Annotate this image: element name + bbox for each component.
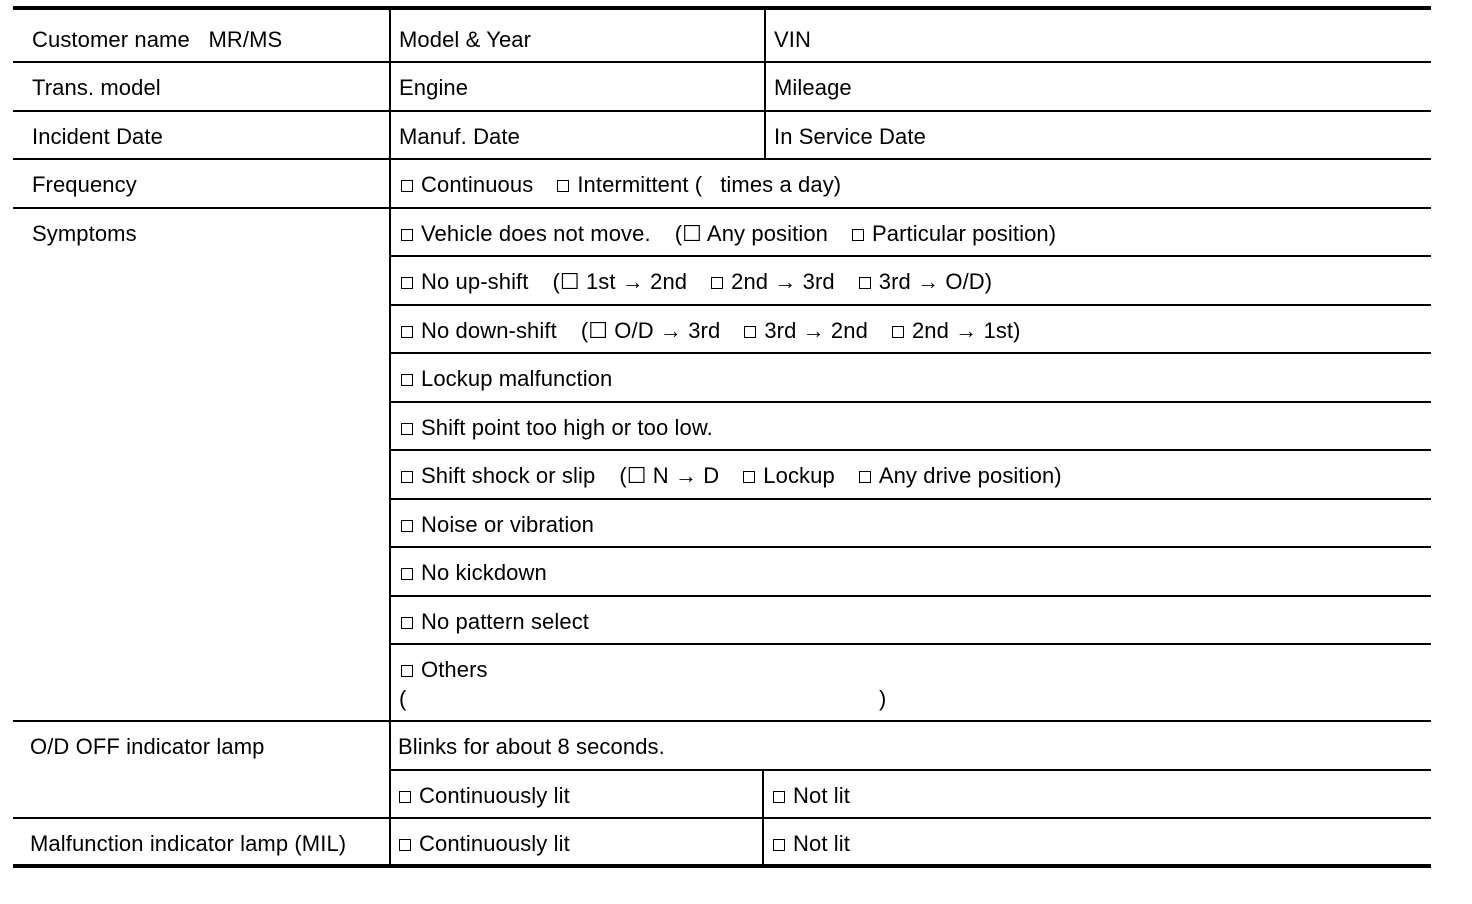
row-divider <box>390 769 1431 771</box>
no-downshift-checkbox[interactable] <box>401 326 413 338</box>
downshift-2-1-label: 2nd → 1st) <box>911 318 1021 343</box>
incident-date-label: Incident Date <box>32 124 163 149</box>
mil-not-lit-checkbox[interactable] <box>773 839 785 851</box>
others-checkbox[interactable] <box>401 665 413 677</box>
model-year-label: Model & Year <box>399 27 532 52</box>
manuf-date-label: Manuf. Date <box>399 124 520 149</box>
row-divider <box>390 546 1431 548</box>
downshift-3-2-label: 3rd → 2nd <box>764 318 868 343</box>
engine-label: Engine <box>399 75 469 100</box>
no-downshift-label: No down-shift <box>421 318 557 343</box>
mil-not-lit-label: Not lit <box>793 831 850 856</box>
shock-any-drive-checkbox[interactable] <box>859 471 871 483</box>
shift-shock-label: Shift shock or slip <box>421 463 596 488</box>
lockup-malfunction-checkbox[interactable] <box>401 374 413 386</box>
row-divider <box>13 61 1431 63</box>
downshift-3-2-checkbox[interactable] <box>744 326 756 338</box>
downshift-od-3-option[interactable]: (☐ O/D → 3rd <box>580 318 721 343</box>
od-off-not-lit-label: Not lit <box>793 783 850 808</box>
others-label: Others <box>421 657 488 682</box>
mil-label: Malfunction indicator lamp (MIL) <box>30 831 347 856</box>
no-upshift-label: No up-shift <box>421 269 529 294</box>
mil-not-lit <box>773 831 850 857</box>
symptom-shift-point <box>401 415 713 441</box>
row-divider <box>13 207 1431 209</box>
others-close-paren: ) <box>879 686 887 711</box>
symptom-vehicle-no-move <box>401 221 1056 247</box>
upshift-2-3-label: 2nd → 3rd <box>731 269 835 294</box>
upshift-2-3-checkbox[interactable] <box>711 277 723 289</box>
row-divider <box>390 449 1431 451</box>
shift-point-checkbox[interactable] <box>401 423 413 435</box>
intermittent-label: Intermittent ( <box>577 172 703 197</box>
vehicle-no-move-label: Vehicle does not move. <box>421 221 651 246</box>
mil-continuously-lit <box>399 831 570 857</box>
frequency-options <box>401 172 841 198</box>
symptom-shift-shock <box>401 463 1062 489</box>
row-divider <box>13 110 1431 112</box>
others-open-paren: ( <box>399 686 407 711</box>
od-off-not-lit-checkbox[interactable] <box>773 791 785 803</box>
symptom-no-upshift <box>401 269 992 295</box>
upshift-1-2-option[interactable]: (☐ 1st → 2nd <box>552 269 688 294</box>
od-off-not-lit <box>773 783 850 809</box>
no-pattern-select-label: No pattern select <box>421 609 590 634</box>
row-divider <box>390 255 1431 257</box>
no-kickdown-label: No kickdown <box>421 560 547 585</box>
shock-any-drive-label: Any drive position) <box>878 463 1062 488</box>
upshift-3-od-checkbox[interactable] <box>859 277 871 289</box>
symptom-no-kickdown <box>401 560 547 586</box>
in-service-date-label: In Service Date <box>774 124 926 149</box>
vin-label: VIN <box>774 27 811 52</box>
od-off-label: O/D OFF indicator lamp <box>30 734 265 759</box>
row-divider <box>390 304 1431 306</box>
upshift-3-od-label: 3rd → O/D) <box>878 269 993 294</box>
noise-vibration-label: Noise or vibration <box>421 512 594 537</box>
mileage-label: Mileage <box>774 75 852 100</box>
symptom-others <box>401 657 488 683</box>
continuous-checkbox[interactable] <box>401 180 413 192</box>
symptom-no-pattern-select <box>401 609 589 635</box>
row-divider <box>390 401 1431 403</box>
shift-point-label: Shift point too high or too low. <box>421 415 713 440</box>
shock-lockup-checkbox[interactable] <box>743 471 755 483</box>
lockup-malfunction-label: Lockup malfunction <box>421 366 613 391</box>
od-off-continuously-lit-label: Continuously lit <box>419 783 570 808</box>
intermittent-checkbox[interactable] <box>557 180 569 192</box>
vehicle-no-move-checkbox[interactable] <box>401 229 413 241</box>
continuous-label: Continuous <box>421 172 534 197</box>
mil-continuously-lit-checkbox[interactable] <box>399 839 411 851</box>
frequency-label: Frequency <box>32 172 137 197</box>
row-divider <box>390 643 1431 645</box>
times-a-day-label: times a day) <box>720 172 842 197</box>
downshift-2-1-checkbox[interactable] <box>892 326 904 338</box>
row-divider <box>13 817 1431 819</box>
any-position-option[interactable]: (☐ Any position <box>674 221 828 246</box>
shock-lockup-label: Lockup <box>763 463 835 488</box>
symptoms-label: Symptoms <box>32 221 137 246</box>
no-pattern-select-checkbox[interactable] <box>401 617 413 629</box>
symptom-lockup-malfunction <box>401 366 612 392</box>
no-upshift-checkbox[interactable] <box>401 277 413 289</box>
noise-vibration-checkbox[interactable] <box>401 520 413 532</box>
column-divider <box>764 10 766 158</box>
row-divider <box>390 352 1431 354</box>
mil-continuously-lit-label: Continuously lit <box>419 831 570 856</box>
column-divider <box>389 10 391 864</box>
shock-n-d-option[interactable]: (☐ N → D <box>619 463 720 488</box>
od-off-continuously-lit <box>399 783 570 809</box>
symptom-noise-vibration <box>401 512 594 538</box>
customer-name-label: Customer name MR/MS <box>32 27 283 52</box>
particular-position-checkbox[interactable] <box>852 229 864 241</box>
no-kickdown-checkbox[interactable] <box>401 568 413 580</box>
trans-model-label: Trans. model <box>32 75 161 100</box>
row-divider <box>13 158 1431 160</box>
row-divider <box>390 498 1431 500</box>
od-off-blinks-label: Blinks for about 8 seconds. <box>398 734 665 759</box>
diagnosis-form <box>13 6 1431 868</box>
particular-position-label: Particular position) <box>872 221 1057 246</box>
column-divider <box>762 769 764 864</box>
symptom-no-downshift <box>401 318 1021 344</box>
od-off-continuously-lit-checkbox[interactable] <box>399 791 411 803</box>
row-divider <box>13 720 1431 722</box>
row-divider <box>390 595 1431 597</box>
shift-shock-checkbox[interactable] <box>401 471 413 483</box>
